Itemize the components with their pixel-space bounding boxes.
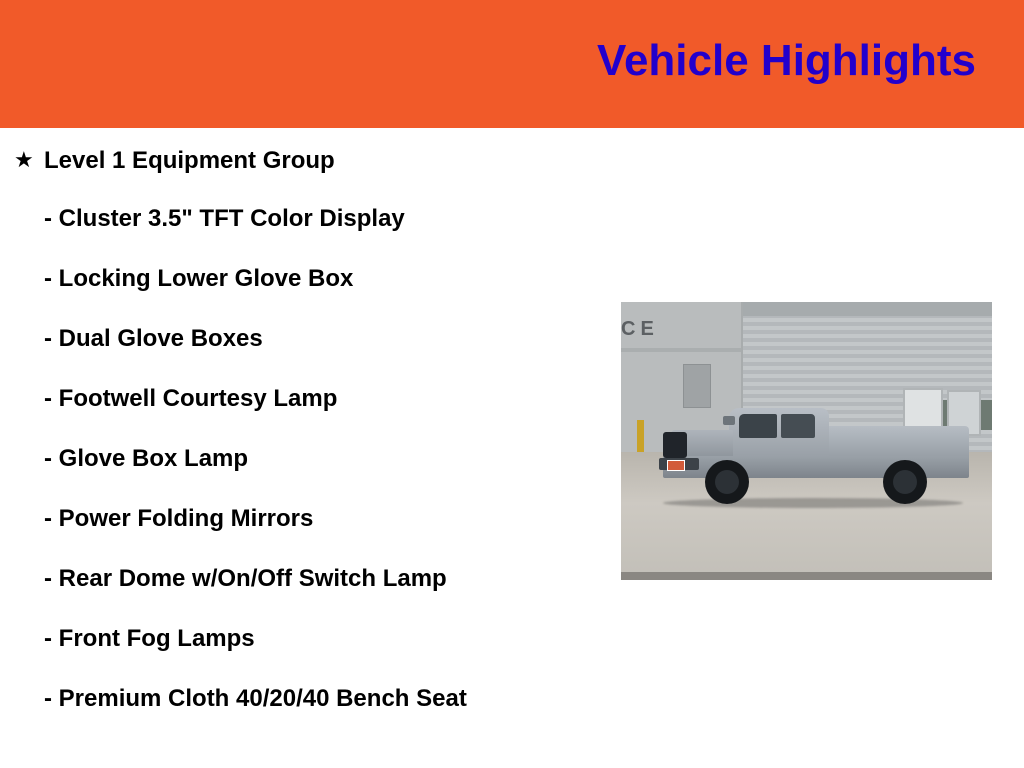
sub-item-label: - Footwell Courtesy Lamp <box>44 385 338 412</box>
bullet-label: Level 1 Equipment Group <box>44 147 335 174</box>
star-icon: ★ <box>14 147 34 172</box>
truck-window-rear <box>781 414 815 438</box>
building-sign-text: CE <box>621 318 659 340</box>
list-item <box>0 502 564 536</box>
photo-bottom-edge <box>621 572 992 580</box>
vehicle-photo <box>621 302 992 580</box>
sub-item-label: - Locking Lower Glove Box <box>44 265 354 292</box>
photo-wall-trim <box>621 348 741 352</box>
truck-grille <box>663 432 687 458</box>
sub-item-label: - Cluster 3.5" TFT Color Display <box>44 205 405 232</box>
list-item <box>0 562 564 596</box>
header-bar <box>0 0 1024 128</box>
list-item <box>0 262 564 296</box>
sub-item-label: - Glove Box Lamp <box>44 445 249 472</box>
list-item <box>0 442 564 476</box>
truck-graphic <box>653 398 971 508</box>
sub-item-label: - Front Fog Lamps <box>44 625 255 652</box>
sub-item-label: - Power Folding Mirrors <box>44 505 314 532</box>
list-item <box>0 322 564 356</box>
list-item <box>0 382 564 416</box>
page-title: Vehicle Highlights <box>597 36 976 85</box>
sub-item-label: - Premium Cloth 40/20/40 Bench Seat <box>44 685 467 712</box>
truck-window-front <box>739 414 777 438</box>
list-item <box>0 146 600 176</box>
sub-item-label: - Rear Dome w/On/Off Switch Lamp <box>44 565 447 592</box>
sub-item-label: - Dual Glove Boxes <box>44 325 263 352</box>
list-item <box>0 622 564 656</box>
list-item <box>0 682 564 716</box>
truck-rear-rim <box>893 470 917 494</box>
list-item <box>0 202 564 236</box>
highlights-list <box>0 128 600 716</box>
truck-license-plate <box>667 460 685 471</box>
truck-front-rim <box>715 470 739 494</box>
truck-mirror <box>723 416 735 425</box>
